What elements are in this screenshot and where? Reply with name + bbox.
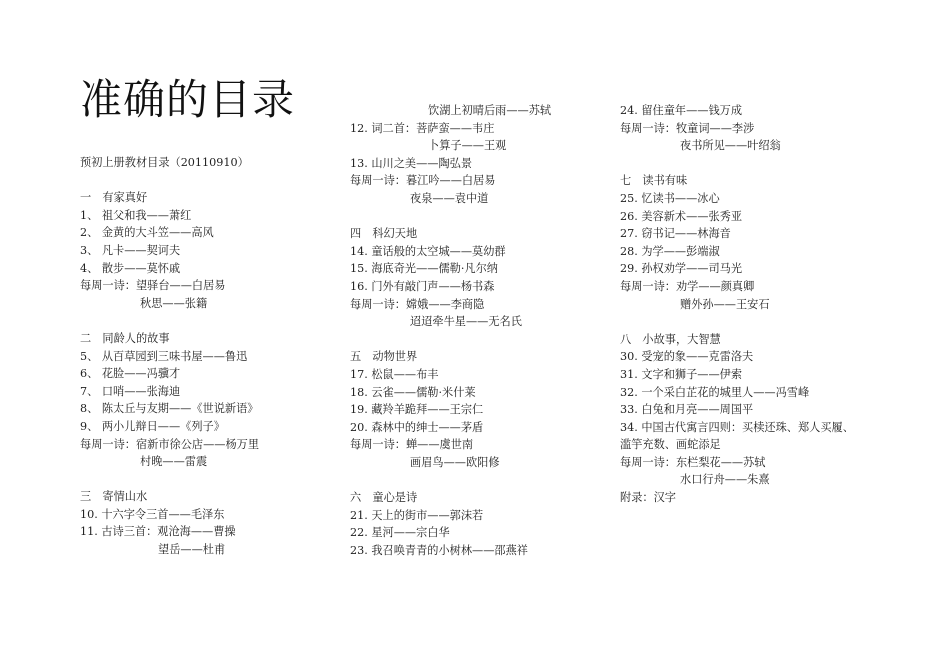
list-item: 7、 口哨——张海迪 bbox=[80, 384, 181, 398]
weekly-poem: 每周一诗：劝学——颜真卿 bbox=[620, 279, 755, 293]
list-item: 5、 从百草园到三味书屋——鲁迅 bbox=[80, 349, 248, 363]
list-item: 23. 我召唤青青的小树林——邵燕祥 bbox=[350, 543, 528, 557]
weekly-poem: 每周一诗：暮江吟——白居易 bbox=[350, 174, 496, 188]
weekly-poem: 每周一诗：牧童词——李涉 bbox=[620, 121, 755, 135]
list-item: 3、 凡卡——契诃夫 bbox=[80, 243, 181, 257]
list-item: 21. 天上的街市——郭沫若 bbox=[350, 508, 484, 522]
spacer bbox=[80, 172, 345, 190]
spacer bbox=[620, 313, 885, 331]
weekly-poem: 每周一诗：望驿台——白居易 bbox=[80, 279, 226, 293]
list-item-cont: 滥竽充数、画蛇添足 bbox=[620, 438, 721, 452]
list-item: 15. 海底奇光——儒勒·凡尔纳 bbox=[350, 262, 498, 276]
spacer bbox=[80, 312, 345, 330]
list-item: 4、 散步——莫怀戚 bbox=[80, 261, 181, 275]
list-item: 22. 星河——宗白华 bbox=[350, 526, 450, 540]
weekly-poem-cont: 夜泉——袁中道 bbox=[410, 191, 489, 205]
list-item: 25. 忆读书——冰心 bbox=[620, 191, 720, 205]
list-item: 30. 受宠的象——克雷洛夫 bbox=[620, 350, 754, 364]
list-item: 1、 祖父和我——萧红 bbox=[80, 208, 192, 222]
weekly-poem: 每周一诗：嫦娥——李商隐 bbox=[350, 297, 485, 311]
poem-cont: 饮湖上初晴后雨——苏轼 bbox=[428, 104, 552, 117]
spacer bbox=[620, 155, 885, 173]
column-middle bbox=[350, 102, 615, 559]
list-item: 19. 藏羚羊跪拜——王宗仁 bbox=[350, 403, 484, 417]
list-item: 20. 森林中的绅士——茅盾 bbox=[350, 420, 484, 434]
list-item: 8、 陈太丘与友期——《世说新语》 bbox=[80, 402, 259, 416]
section-heading: 二 同龄人的故事 bbox=[80, 331, 170, 345]
list-item: 11. 古诗三首：观沧海——曹操 bbox=[80, 525, 236, 539]
list-item: 32. 一个采白芷花的城里人——冯雪峰 bbox=[620, 385, 810, 399]
weekly-poem-cont: 水口行舟——朱熹 bbox=[680, 473, 770, 487]
spacer bbox=[350, 208, 615, 226]
weekly-poem: 每周一诗：宿新市徐公店——杨万里 bbox=[80, 437, 260, 451]
section-heading: 五 动物世界 bbox=[350, 350, 418, 364]
list-item: 28. 为学——彭端淑 bbox=[620, 244, 720, 258]
weekly-poem-cont: 赠外孙——王安石 bbox=[680, 297, 770, 311]
textbook-subtitle: 预初上册教材目录（20110910） bbox=[80, 156, 249, 169]
list-item: 17. 松鼠——布丰 bbox=[350, 367, 439, 381]
list-item: 9、 两小儿辩日——《列子》 bbox=[80, 419, 225, 433]
weekly-poem-cont: 画眉鸟——欧阳修 bbox=[410, 455, 500, 469]
list-item: 16. 门外有敲门声——杨书森 bbox=[350, 279, 495, 293]
weekly-poem-cont: 夜书所见——叶绍翁 bbox=[680, 139, 781, 153]
spacer bbox=[350, 331, 615, 349]
list-item: 24. 留住童年——钱万成 bbox=[620, 104, 743, 117]
section-heading: 七 读书有味 bbox=[620, 174, 688, 188]
page-title: 准确的目录 bbox=[80, 75, 296, 124]
poem-cont: 卜算子——王观 bbox=[428, 139, 507, 153]
poem-cont: 望岳——杜甫 bbox=[158, 543, 226, 557]
section-heading: 一 有家真好 bbox=[80, 191, 148, 205]
section-heading: 四 科幻天地 bbox=[350, 227, 418, 241]
list-item: 29. 孙权劝学——司马光 bbox=[620, 262, 743, 276]
list-item: 14. 童话般的太空城——莫幼群 bbox=[350, 244, 506, 258]
list-item: 31. 文字和狮子——伊索 bbox=[620, 367, 743, 381]
list-item: 13. 山川之美——陶弘景 bbox=[350, 156, 473, 170]
list-item: 6、 花脸——冯骥才 bbox=[80, 367, 181, 381]
weekly-poem: 每周一诗：蝉——虞世南 bbox=[350, 438, 474, 452]
list-item: 10. 十六字令三首——毛泽东 bbox=[80, 507, 225, 521]
list-item: 27. 窃书记——林海音 bbox=[620, 227, 731, 241]
weekly-poem-cont: 迢迢牵牛星——无名氏 bbox=[410, 315, 522, 329]
list-item: 18. 云雀——儒勒·米什莱 bbox=[350, 385, 476, 399]
weekly-poem-cont: 秋思——张籍 bbox=[140, 296, 208, 310]
spacer bbox=[350, 471, 615, 489]
column-right bbox=[620, 102, 885, 507]
list-item: 33. 白兔和月亮——周国平 bbox=[620, 403, 754, 417]
column-left bbox=[80, 154, 345, 559]
section-heading: 八 小故事，大智慧 bbox=[620, 332, 721, 346]
weekly-poem-cont: 村晚——雷震 bbox=[140, 455, 208, 469]
appendix: 附录：汉字 bbox=[620, 491, 676, 505]
list-item: 2、 金黄的大斗笠——高风 bbox=[80, 226, 214, 240]
list-item: 34. 中国古代寓言四则：买椟还珠、郑人买履、 bbox=[620, 420, 854, 434]
section-heading: 三 寄情山水 bbox=[80, 490, 148, 504]
weekly-poem: 每周一诗：东栏梨花——苏轼 bbox=[620, 455, 766, 469]
list-item: 26. 美容新术——张秀亚 bbox=[620, 209, 743, 223]
section-heading: 六 童心是诗 bbox=[350, 491, 418, 505]
spacer bbox=[80, 471, 345, 489]
list-item: 12. 词二首：菩萨蛮——韦庄 bbox=[350, 121, 495, 135]
